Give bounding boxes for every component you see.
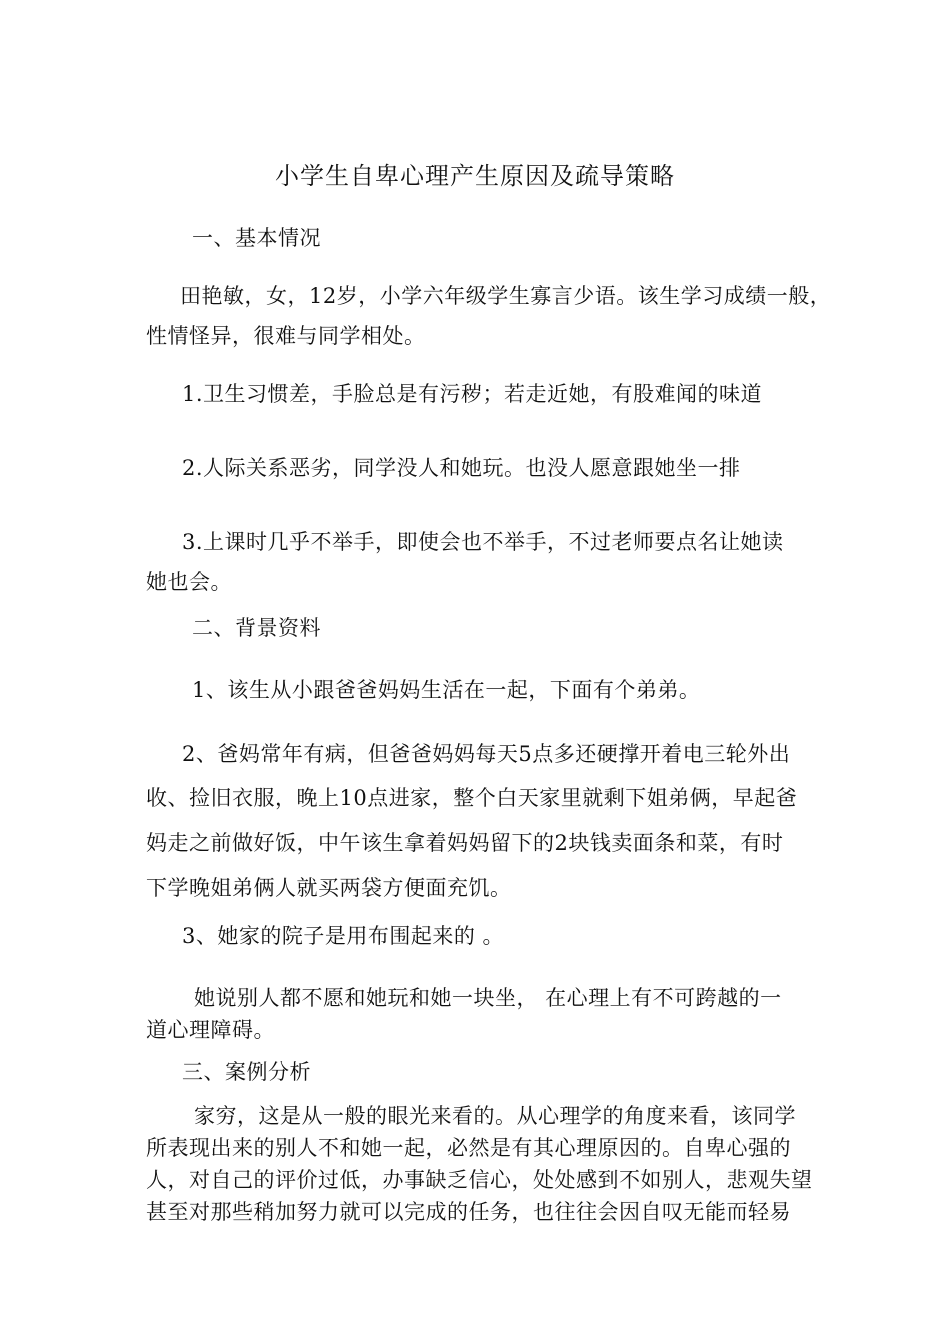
paragraph-line: 下学晚姐弟俩人就买两袋方便面充饥。: [146, 876, 512, 900]
section-heading-case-analysis: 三、案例分析: [182, 1060, 311, 1084]
basic-info-item-1: 1.卫生习惯差，手脸总是有污秽；若走近她，有股难闻的味道: [182, 382, 763, 406]
background-note: [146, 982, 782, 1046]
paragraph-line: 家穷，这是从一般的眼光来看的。从心理学的角度来看，该同学: [194, 1104, 796, 1128]
paragraph-line: 收、捡旧衣服，晚上10点进家，整个白天家里就剩下姐弟俩，早起爸: [146, 786, 798, 810]
section-heading-background: 二、背景资料: [192, 616, 321, 640]
paragraph-line: 3.上课时几乎不举手，即使会也不举手，不过老师要点名让她读: [182, 530, 784, 554]
paragraph-line: 甚至对那些稍加努力就可以完成的任务，也往往会因自叹无能而轻易: [146, 1200, 791, 1224]
paragraph-line: 道心理障碍。: [146, 1018, 275, 1042]
paragraph-line: 所表现出来的别人不和她一起，必然是有其心理原因的。自卑心强的: [146, 1136, 791, 1160]
basic-info-item-3: [146, 522, 784, 602]
paragraph-line: 她说别人都不愿和她玩和她一块坐， 在心理上有不可跨越的一: [194, 986, 782, 1010]
background-item-2: [146, 732, 797, 910]
background-item-1: 1、该生从小跟爸爸妈妈生活在一起，下面有个弟弟。: [192, 678, 701, 702]
paragraph-line: 性情怪异，很难与同学相处。: [146, 324, 426, 348]
background-item-3: 3、她家的院子是用布围起来的 。: [182, 924, 505, 948]
case-analysis-paragraph: [146, 1100, 813, 1228]
paragraph-line: 2、爸妈常年有病，但爸爸妈妈每天5点多还硬撑开着电三轮外出: [182, 742, 791, 766]
paragraph-line: 妈走之前做好饭，中午该生拿着妈妈留下的2块钱卖面条和菜，有时: [146, 831, 784, 855]
paragraph-line: 人，对自己的评价过低，办事缺乏信心，处处感到不如别人，悲观失望: [146, 1168, 813, 1192]
section-heading-basic-info: 一、基本情况: [192, 226, 321, 250]
basic-info-item-2: 2.人际关系恶劣，同学没人和她玩。也没人愿意跟她坐一排: [182, 456, 741, 480]
paragraph-line: 田艳敏，女，12岁，小学六年级学生寡言少语。该生学习成绩一般，: [180, 284, 832, 308]
paragraph-line: 她也会。: [146, 570, 232, 594]
basic-info-paragraph: [146, 276, 831, 356]
document-title: 小学生自卑心理产生原因及疏导策略: [275, 162, 675, 190]
